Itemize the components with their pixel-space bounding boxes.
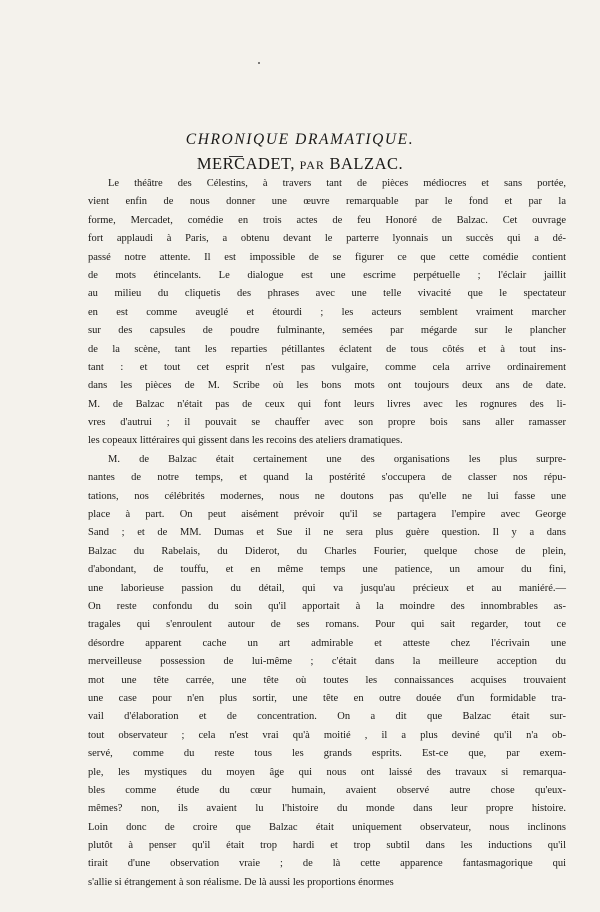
text-line: en est comme aveuglé et étourdi ; les acteurs semblent vraiment marcher: [88, 306, 566, 318]
text-line: mot une tête carrée, une tête où toutes les connaissances acquises trouvaient: [88, 674, 566, 686]
title-author: BALZAC.: [329, 154, 404, 173]
paper-speck: [258, 62, 260, 64]
text-line: tations, nos célébrités modernes, nous ne doutons pas qu'elle ne lui fasse une: [88, 490, 566, 502]
text-line: une case pour n'en plus sortir, une tête en outre douée d'un formidable tra-: [88, 692, 566, 704]
text-line: de la scène, tant les reparties pétillantes éclatent de tous côtés et à tout ins-: [88, 343, 566, 355]
text-line: bles comme étude du cœur humain, avaient observé autre chose qu'eux-: [88, 784, 566, 796]
text-line: passé notre attente. Il est impossible de se figurer ce que cette comédie contient: [88, 251, 566, 263]
text-line: On reste confondu du soin qu'il apportait à la moindre des innombrables as-: [88, 600, 566, 612]
text-line: sur des capsules de poudre fulminante, semées par mégarde sur le plancher: [88, 325, 566, 337]
text-line: tant : et tout cet esprit n'est pas vulgaire, comme cela arrive ordinairement: [88, 361, 566, 373]
text-line: M. de Balzac n'était pas de ceux qui font leurs livres avec les rognures des li-: [88, 398, 566, 410]
text-line: dans les pièces de M. Scribe où les bons mots ont toujours deux ans de date.: [88, 380, 566, 392]
text-line: une laborieuse passion du détail, qui va jusqu'au précieux et au maniéré.—: [88, 582, 566, 594]
text-line: Le théâtre des Célestins, à travers tant de pièces médiocres et sans portée,: [108, 178, 566, 189]
text-line: tragales qui s'enroulent autour de ses romans. Pour qui sait regarder, tout ce: [88, 619, 566, 631]
text-line: mêmes? non, ils avaient lu l'histoire du monde dans leur propre histoire.: [88, 803, 566, 815]
text-line: de mots étincelants. Le dialogue est une escrime perpétuelle ; l'éclair jaillit: [88, 269, 566, 281]
text-line: merveilleuse possession de lui-même ; c'était dans la meilleure acception du: [88, 656, 566, 668]
text-line: nantes de notre temps, et quand la postérité s'occupera de classer nos répu-: [88, 472, 566, 484]
text-line: désordre apparent cache un art admirable et atteste chez l'écrivain une: [88, 637, 566, 649]
article-title: [0, 154, 600, 174]
text-line: ple, les mystiques du moyen âge qui nous ont laissé des travaux si remarqua-: [88, 766, 566, 778]
text-line: plutôt à penser qu'il était trop hardi et trop subtil dans les inductions qu'il: [88, 840, 566, 852]
title-par: PAR: [299, 158, 325, 172]
text-line: les copeaux littéraires qui gissent dans les recoins des ateliers dramatiques.: [88, 435, 403, 447]
text-line: tirait d'une observation vraie ; de là cette apparence fantasmagorique qui: [88, 858, 566, 870]
text-line: vail d'élaboration et de concentration. On a dit que Balzac était sur-: [88, 711, 566, 723]
text-line: Sand ; et de MM. Dumas et Sue il ne sera plus guère question. Il y a dans: [88, 527, 566, 539]
text-line: vres d'autrui ; il pouvait se chauffer avec son propre bois sans aller ramasser: [88, 417, 566, 429]
text-line: vient enfin de nous donner une œuvre remarquable par le fond et par la: [88, 196, 566, 208]
text-line: servé, comme du reste tous les grands esprits. Est-ce que, par exem-: [88, 748, 566, 760]
text-line: d'abondant, de touffu, et en même temps une patience, un amour du fini,: [88, 564, 566, 576]
text-line: M. de Balzac était certainement une des organisations les plus surpre-: [108, 453, 566, 465]
title-main: MERCADET,: [196, 154, 296, 173]
text-line: s'allie si étrangement à son réalisme. De là aussi les proportions énormes: [88, 876, 394, 888]
text-line: tout observateur ; cela n'est vrai qu'à moitié , il a plus deviné qu'il n'a ob-: [88, 729, 566, 741]
text-line: fort applaudi à Paris, a obtenu devant le parterre lyonnais un succès qui a dé-: [88, 233, 566, 245]
section-heading: CHRONIQUE DRAMATIQUE.: [185, 131, 415, 148]
text-line: Loin donc de croire que Balzac était uniquement observateur, nous inclinons: [88, 821, 566, 833]
text-line: place à part. On peut aisément prévoir qu'il se partagera l'empire avec George: [88, 509, 566, 521]
article-body: [88, 175, 566, 892]
text-line: forme, Mercadet, comédie en trois actes de feu Honoré de Balzac. Cet ouvrage: [88, 214, 566, 226]
text-line: au milieu du cliquetis des phrases avec une telle vivacité que le spectateur: [88, 288, 566, 300]
text-line: Balzac du Rabelais, du Diderot, du Charles Fourier, quelque chose de plein,: [88, 545, 566, 557]
